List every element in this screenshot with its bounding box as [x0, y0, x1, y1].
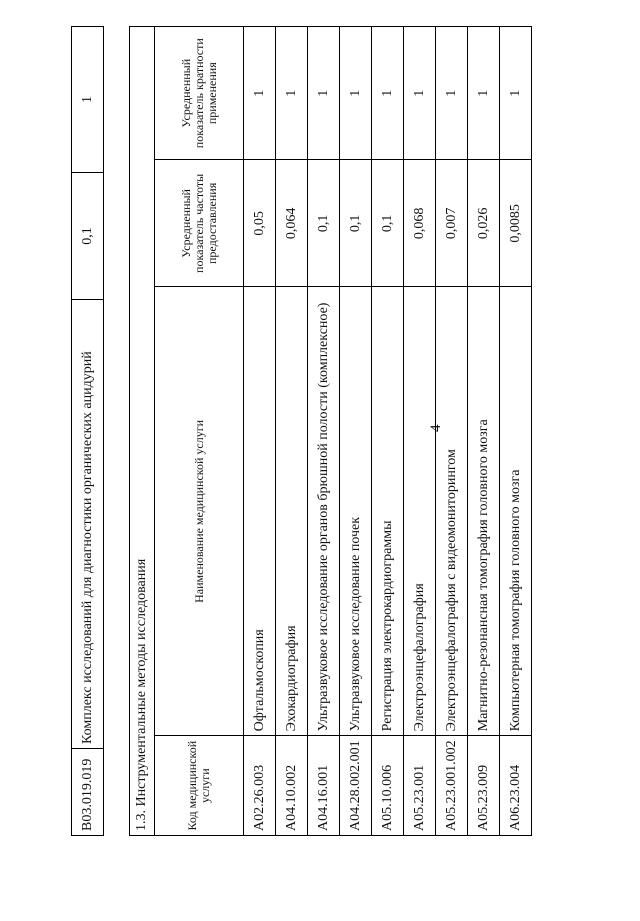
- cell-frequency: 0,007: [436, 160, 468, 287]
- instrumental-methods-table: [129, 26, 532, 836]
- table-row: [404, 27, 436, 836]
- header-row: [155, 27, 244, 836]
- section-title: 1.3. Инструментальные методы исследования: [130, 27, 155, 836]
- cell-multiplicity: 1: [308, 27, 340, 160]
- cell-code: A02.26.003: [244, 736, 276, 836]
- cell-code: A04.10.002: [276, 736, 308, 836]
- cell-multiplicity: 1: [276, 27, 308, 160]
- table-row: [308, 27, 340, 836]
- cell-code: A05.10.006: [372, 736, 404, 836]
- cell-name: Эхокардиография: [276, 287, 308, 736]
- cell-name: Регистрация электрокардиограммы: [372, 287, 404, 736]
- cell-frequency: 0,1: [308, 160, 340, 287]
- header-name: Наименование медицинской услуги: [155, 287, 244, 736]
- cell-name: Электроэнцефалография с видеомониторингом: [436, 287, 468, 736]
- cell-multiplicity: 1: [404, 27, 436, 160]
- cell-code: A06.23.004: [500, 736, 532, 836]
- cell-frequency: 0,068: [404, 160, 436, 287]
- cell-frequency: 0,026: [468, 160, 500, 287]
- header-multiplicity: Усредненный показатель кратности применения: [155, 27, 244, 160]
- cell-frequency: 0,064: [276, 160, 308, 287]
- cell-name: Ультразвуковое исследование органов брюшной полости (комплексное): [308, 287, 340, 736]
- header-code: Код медицинской услуги: [155, 736, 244, 836]
- section-title-row: [130, 27, 155, 836]
- cell-frequency: 0,0085: [500, 160, 532, 287]
- table-row: [500, 27, 532, 836]
- cell-multiplicity: 1: [340, 27, 372, 160]
- cell-name: Электроэнцефалография: [404, 287, 436, 736]
- cell-name: Компьютерная томография головного мозга: [500, 287, 532, 736]
- table-row: [372, 27, 404, 836]
- cell-frequency: 0,1: [340, 160, 372, 287]
- cell-frequency: 0,1: [72, 173, 104, 300]
- cell-code: A04.16.001: [308, 736, 340, 836]
- cell-frequency: 0,1: [372, 160, 404, 287]
- cell-multiplicity: 1: [468, 27, 500, 160]
- cell-code: A05.23.001.002: [436, 736, 468, 836]
- table-row: [276, 27, 308, 836]
- top-table: [71, 26, 104, 836]
- cell-multiplicity: 1: [244, 27, 276, 160]
- table-body: [244, 27, 532, 836]
- cell-code: A05.23.001: [404, 736, 436, 836]
- table-row: [436, 27, 468, 836]
- table-row: [244, 27, 276, 836]
- cell-name: Ультразвуковое исследование почек: [340, 287, 372, 736]
- header-frequency: Усредненный показатель частоты предоставления: [155, 160, 244, 287]
- table-row: [72, 27, 104, 836]
- cell-code: A04.28.002.001: [340, 736, 372, 836]
- table-row: [468, 27, 500, 836]
- cell-name: Офтальмоскопия: [244, 287, 276, 736]
- cell-code: B03.019.019: [72, 749, 104, 836]
- cell-frequency: 0,05: [244, 160, 276, 287]
- cell-multiplicity: 1: [372, 27, 404, 160]
- cell-multiplicity: 1: [436, 27, 468, 160]
- rotated-document: [71, 26, 532, 836]
- table-row: [340, 27, 372, 836]
- cell-name: Магнитно-резонансная томография головного мозга: [468, 287, 500, 736]
- cell-code: A05.23.009: [468, 736, 500, 836]
- page-number: 4: [428, 424, 444, 432]
- cell-name: Комплекс исследований для диагностики органических ацидурий: [72, 300, 104, 749]
- cell-multiplicity: 1: [500, 27, 532, 160]
- cell-multiplicity: 1: [72, 27, 104, 173]
